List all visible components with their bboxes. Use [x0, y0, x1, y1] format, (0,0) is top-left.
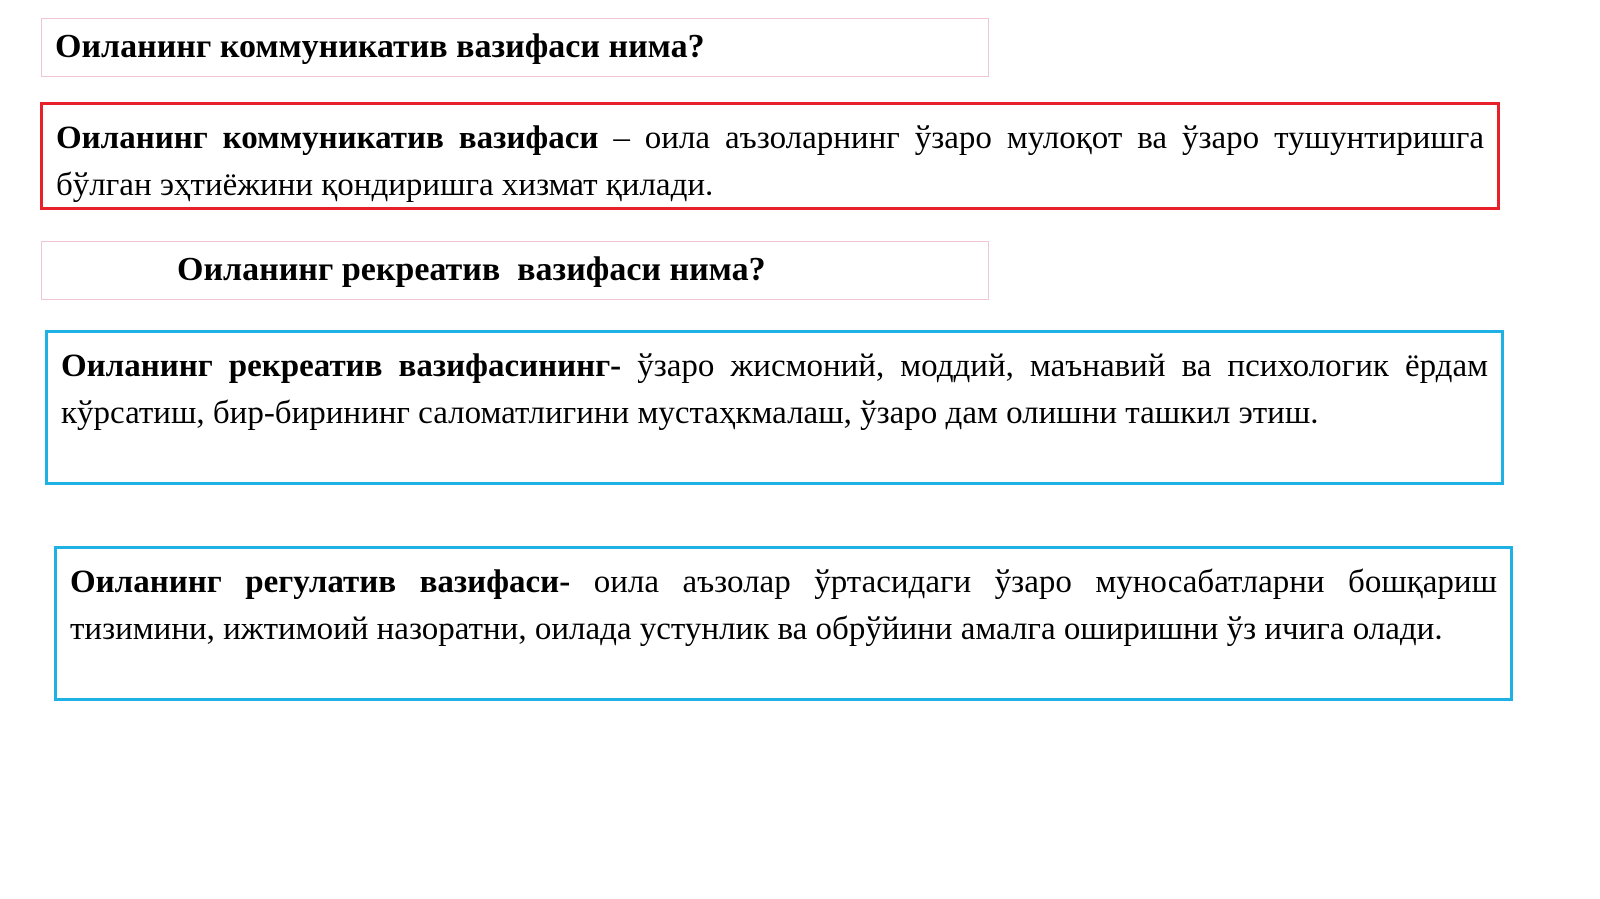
answer-definition: – оила аъзоларнинг ўзаро мулоқот ва ўзаро тушунтиришга бўлган эҳтиёжини қондиришга хизмат қилади.	[56, 120, 1485, 203]
answer-communicative-function	[40, 102, 1500, 210]
answer-recreative-function	[45, 330, 1504, 485]
answer-term: Оиланинг регулатив вазифаси-	[70, 564, 571, 600]
answer-term: Оиланинг рекреатив вазифасининг-	[61, 348, 622, 384]
answer-definition: оила аъзолар ўртасидаги ўзаро муносабатларни бошқариш тизимини, ижтимоий назоратни, оилада устунлик ва обрўйини амалга оширишни ўз ичига олади.	[70, 564, 1498, 647]
question-text: Оиланинг коммуникатив вазифаси нима?	[55, 28, 705, 65]
question-communicative-function	[41, 18, 989, 77]
question-recreative-function	[41, 241, 989, 300]
answer-definition: ўзаро жисмоний, моддий, маънавий ва психологик ёрдам кўрсатиш, бир-бирининг саломатлигини мустаҳкмалаш, ўзаро дам олишни ташкил этиш.	[61, 348, 1488, 431]
answer-term: Оиланинг коммуникатив вазифаси	[56, 120, 599, 156]
question-text: Оиланинг рекреатив вазифаси нима?	[177, 251, 766, 288]
answer-regulative-function	[54, 546, 1513, 701]
